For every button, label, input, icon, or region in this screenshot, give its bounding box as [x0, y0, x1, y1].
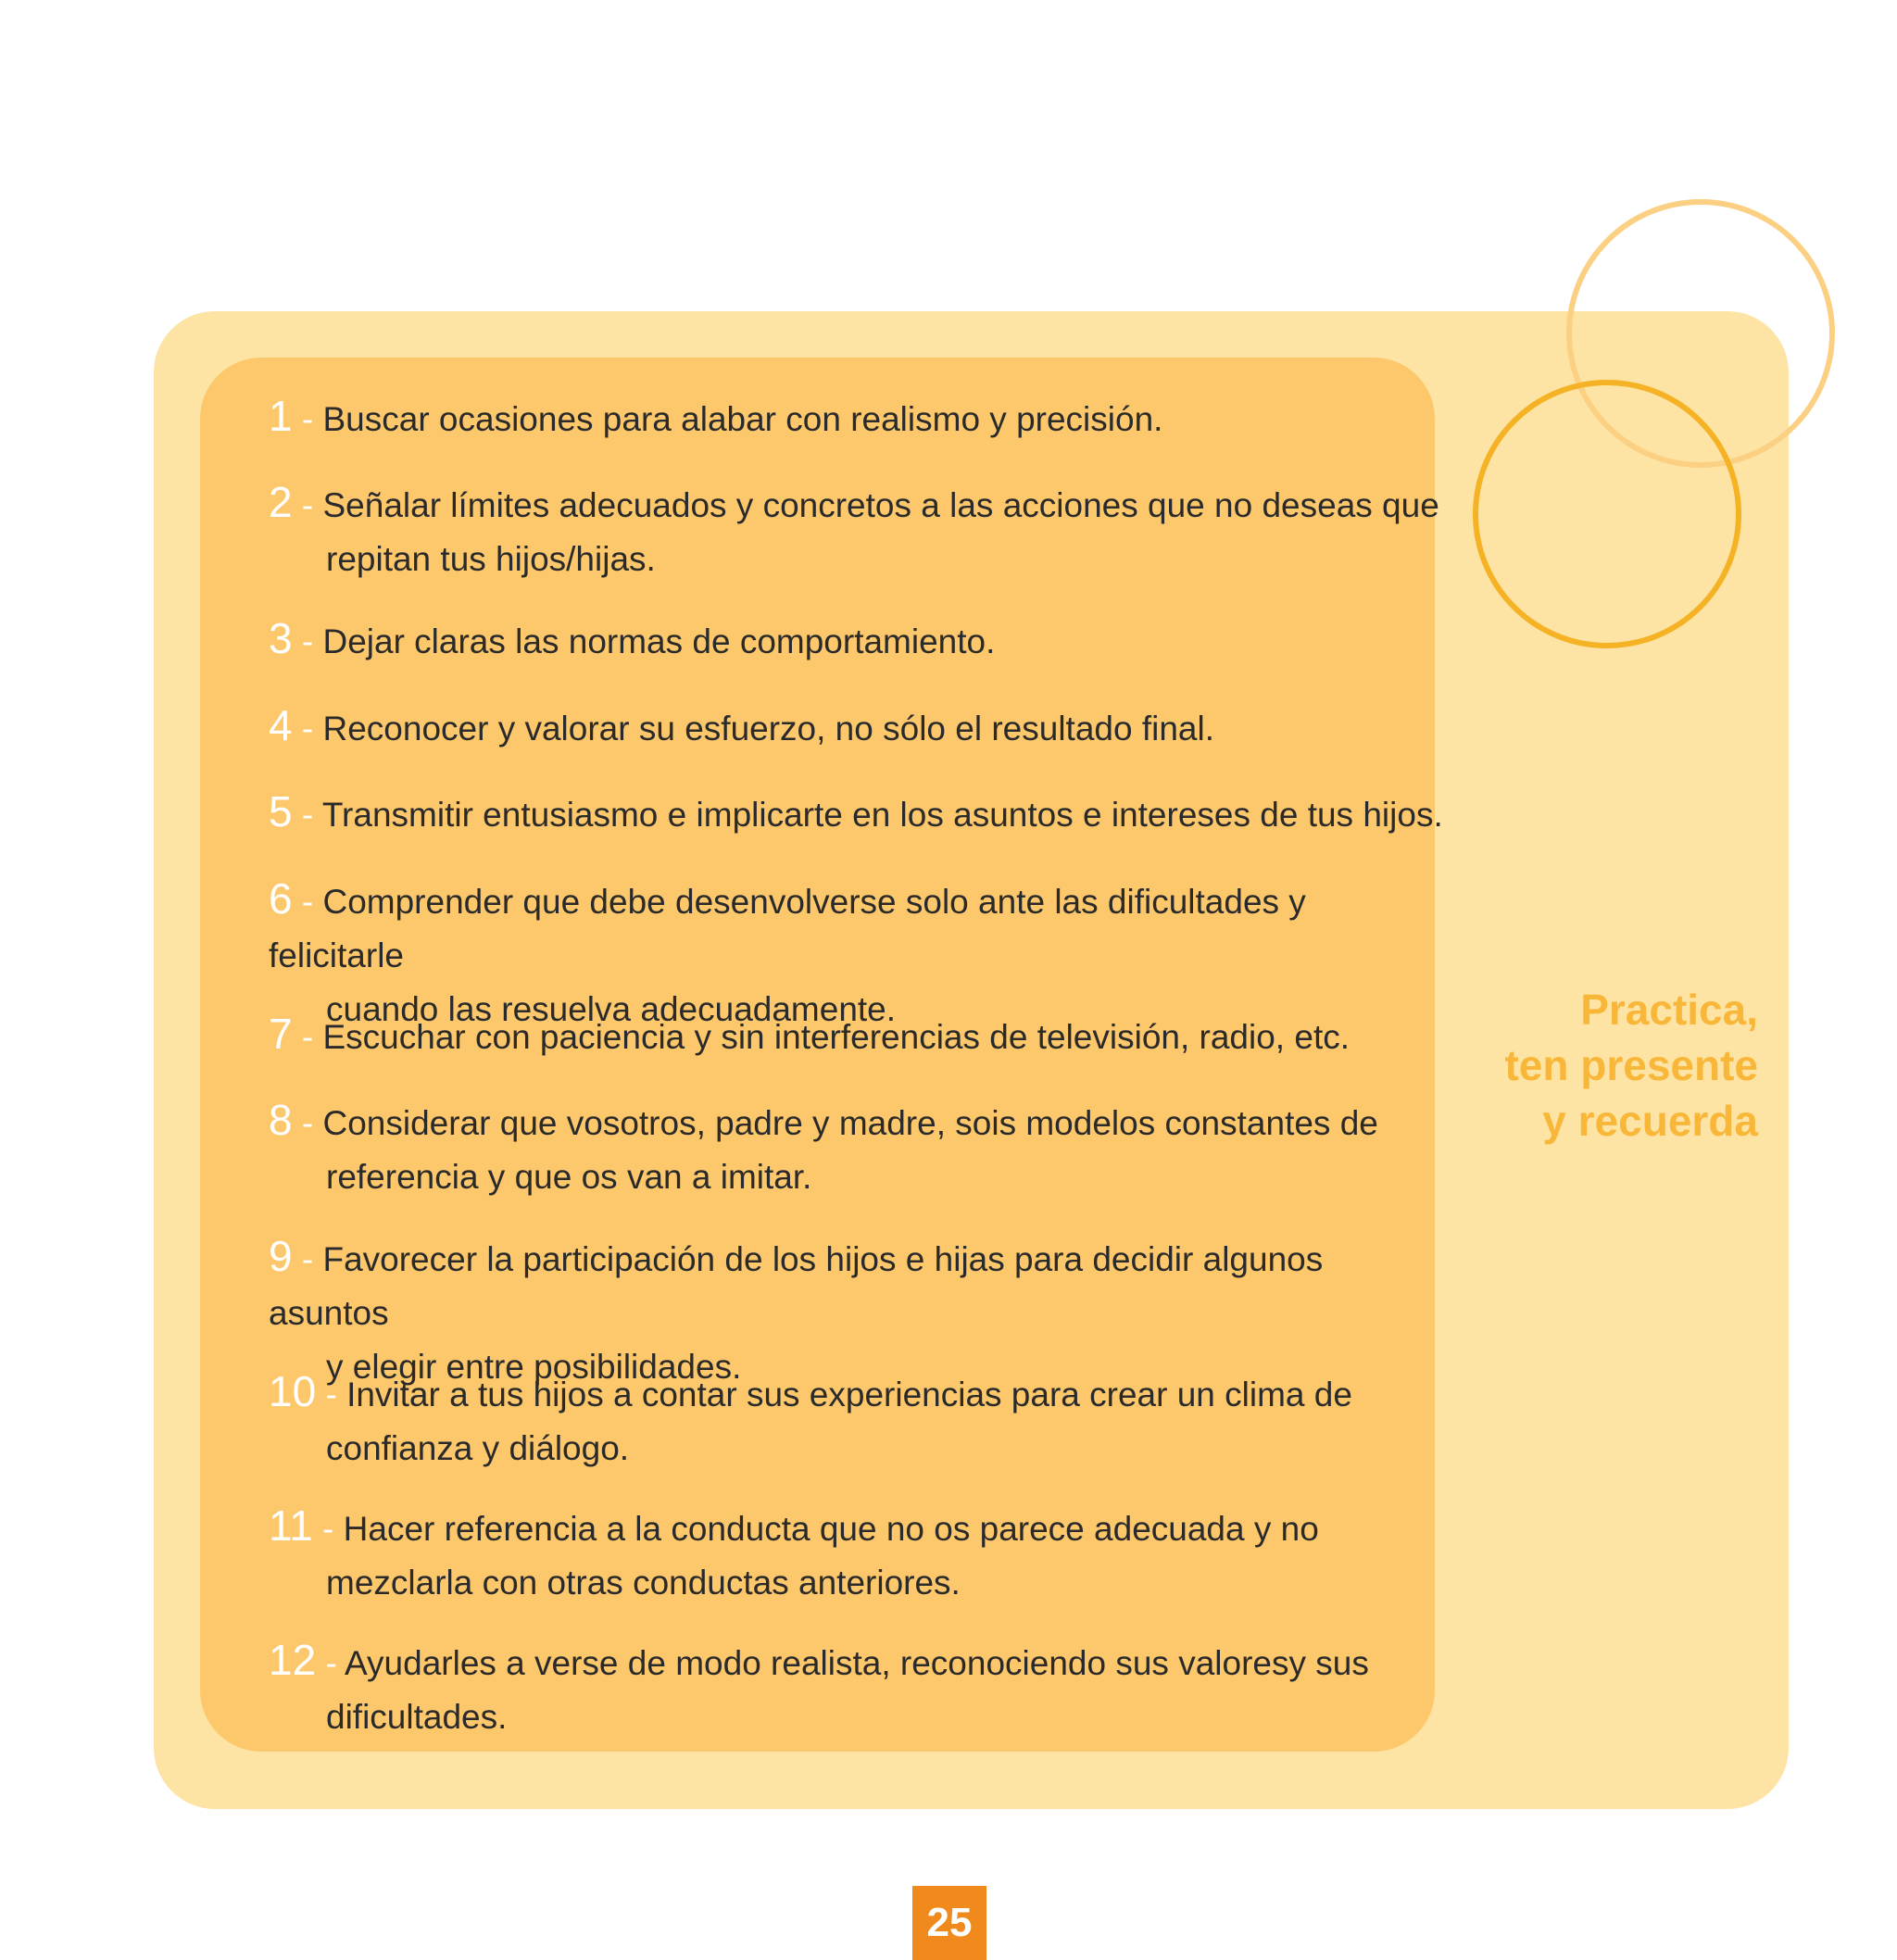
item-number: 10: [269, 1367, 317, 1415]
side-heading: [1388, 982, 1758, 1149]
item-text-continued: y elegir entre posibilidades.: [326, 1348, 742, 1386]
item-text: Transmitir entusiasmo e implicarte en los asuntos e intereses de tus hijos.: [321, 796, 1443, 834]
side-heading-line-1: Practica,: [1580, 986, 1758, 1034]
item-text: Escuchar con paciencia y sin interferencias de televisión, radio, etc.: [322, 1018, 1351, 1056]
item-text: Invitar a tus hijos a contar sus experiencias para crear un clima de: [346, 1376, 1352, 1413]
list-item: 11 - Hacer referencia a la conducta que no os parece adecuada y no mezclarla con otras conductas anteriores.: [269, 1499, 1445, 1610]
list-item: 9 - Favorecer la participación de los hijos e hijas para decidir algunos asuntos y elegir entre posibilidades.: [269, 1229, 1445, 1394]
item-text: Ayudarles a verse de modo realista, reconociendo sus valoresy sus: [345, 1644, 1369, 1682]
item-number: 11: [269, 1501, 313, 1550]
item-text-continued: repitan tus hijos/hijas.: [326, 540, 656, 578]
list-item: 7 - Escuchar con paciencia y sin interferencias de televisión, radio, etc.: [269, 1010, 1351, 1058]
item-text-continued: cuando las resuelva adecuadamente.: [326, 990, 897, 1028]
item-number: 3: [269, 614, 293, 662]
list-item: 5 - Transmitir entusiasmo e implicarte en los asuntos e intereses de tus hijos.: [269, 787, 1443, 836]
page-number: 25: [912, 1886, 986, 1960]
item-number: 2: [269, 478, 293, 526]
side-heading-line-2: ten presente: [1504, 1041, 1758, 1089]
item-number: 1: [269, 392, 293, 440]
item-text: Señalar límites adecuados y concretos a las acciones que no deseas que: [322, 486, 1439, 524]
item-number: 7: [269, 1010, 293, 1058]
item-text: Hacer referencia a la conducta que no os parece adecuada y no: [343, 1510, 1319, 1548]
item-number: 6: [269, 874, 293, 923]
item-number: 4: [269, 701, 293, 749]
list-item: 12 - Ayudarles a verse de modo realista, reconociendo sus valoresy sus dificultades.: [269, 1633, 1445, 1744]
item-number: 5: [269, 787, 293, 836]
item-text: Considerar que vosotros, padre y madre, sois modelos constantes de: [322, 1104, 1378, 1142]
list-item: 6 - Comprender que debe desenvolverse solo ante las dificultades y felicitarle cuando las resuelva adecuadamente.: [269, 872, 1445, 1037]
list-item: 2 - Señalar límites adecuados y concretos a las acciones que no deseas que repitan tus hijos/hijas.: [269, 475, 1445, 586]
item-text: Favorecer la participación de los hijos e hijas para decidir algunos asuntos: [269, 1240, 1324, 1332]
list-item: 1 - Buscar ocasiones para alabar con realismo y precisión.: [269, 392, 1163, 440]
item-text: Reconocer y valorar su esfuerzo, no sólo el resultado final.: [322, 710, 1214, 748]
side-heading-line-3: y recuerda: [1542, 1097, 1758, 1145]
list-item: 4 - Reconocer y valorar su esfuerzo, no sólo el resultado final.: [269, 701, 1214, 749]
item-text: Comprender que debe desenvolverse solo ante las dificultades y felicitarle: [269, 883, 1306, 974]
item-text: Buscar ocasiones para alabar con realismo y precisión.: [322, 400, 1163, 438]
list-item: 8 - Considerar que vosotros, padre y madre, sois modelos constantes de referencia y que os van a imitar.: [269, 1093, 1445, 1204]
list-item: 3 - Dejar claras las normas de comportamiento.: [269, 614, 996, 662]
item-text: Dejar claras las normas de comportamiento.: [322, 622, 996, 660]
item-number: 8: [269, 1096, 293, 1144]
item-number: 12: [269, 1636, 317, 1684]
item-text-continued: referencia y que os van a imitar.: [326, 1158, 812, 1196]
list-item: 10 - Invitar a tus hijos a contar sus experiencias para crear un clima de confianza y diálogo.: [269, 1364, 1445, 1476]
item-text-continued: mezclarla con otras conductas anteriores.: [326, 1564, 961, 1602]
item-text-continued: dificultades.: [326, 1698, 508, 1736]
item-text-continued: confianza y diálogo.: [326, 1429, 630, 1467]
item-number: 9: [269, 1232, 293, 1280]
